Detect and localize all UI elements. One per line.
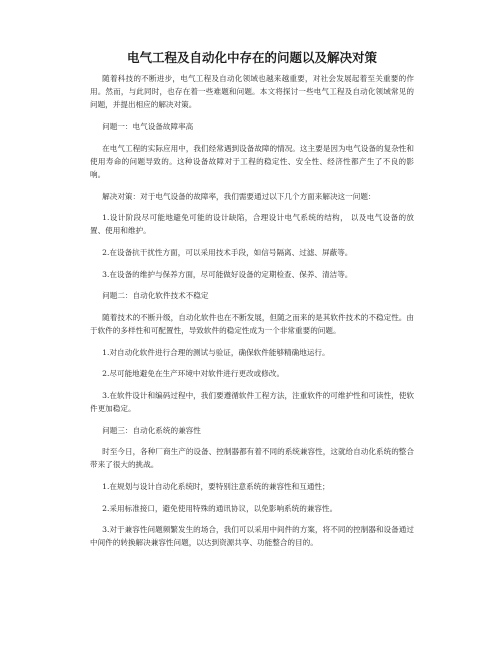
list-item: 3.对于兼容性问题频繁发生的场合，我们可以采用中间件的方案，将不同的控制器和设备通过中间件的转换解决兼容性问题，以达到资源共享、功能整合的目的。 <box>90 525 414 548</box>
solution-paragraph: 解决对策：对于电气设备的故障率，我们需要通过以下几个方面来解决这一问题： <box>102 191 376 201</box>
section-1 <box>90 120 414 281</box>
list-item: 3.在软件设计和编码过程中，我们要遵循软件工程方法，注重软件的可维护性和可读性，使软件更加稳定。 <box>90 390 414 413</box>
document-page <box>90 50 414 558</box>
section-2 <box>90 289 414 415</box>
intro-paragraph: 随着科技的不断进步，电气工程及自动化领域也越来越重要，对社会发展起着至关重要的作用。然而，与此同时，也存在着一些难题和问题。本文将探讨一些电气工程及自动化领域常见的问题，并提出相应的解决对策。 <box>90 74 414 110</box>
section-heading: 问题二：自动化软件技术不稳定 <box>102 291 209 301</box>
document-title: 电气工程及自动化中存在的问题以及解决对策 <box>126 50 377 65</box>
section-heading: 问题三：自动化系统的兼容性 <box>102 425 201 435</box>
body-paragraph: 随着技术的不断升级，自动化软件也在不断发展，但随之而来的是其软件技术的不稳定性。由于软件的多样性和可配置性，导致软件的稳定性成为一个非常重要的问题。 <box>90 312 414 335</box>
list-item: 1.设计阶段尽可能地避免可能的设计缺陷，合理设计电气系统的结构， 以及电气设备的放置、使用和维护。 <box>90 213 414 236</box>
list-item: 3.在设备的维护与保养方面，尽可能做好设备的定期检查、保养、清洁等。 <box>102 269 353 279</box>
list-item: 2.在设备抗干扰性方面，可以采用技术手段，如信号隔离、过滤、屏蔽等。 <box>102 247 353 257</box>
body-paragraph: 在电气工程的实际应用中，我们经常遇到设备故障的情况。这主要是因为电气设备的复杂性和使用寿命的问题导致的。这种设备故障对于工程的稳定性、安全性、经济性都产生了不良的影响。 <box>90 143 414 179</box>
list-item: 2.尽可能地避免在生产环境中对软件进行更改或修改。 <box>102 369 285 379</box>
body-paragraph: 时至今日，各种厂商生产的设备、控制器都有着不同的系统兼容性，这就给自动化系统的整合带来了很大的挑战。 <box>90 447 414 470</box>
list-item: 1.在规划与设计自动化系统时，要特别注意系统的兼容性和互通性； <box>102 481 330 491</box>
list-item: 2.采用标准接口，避免使用特殊的通讯协议，以免影响系统的兼容性。 <box>102 503 338 513</box>
section-3 <box>90 424 414 550</box>
list-item: 1.对自动化软件进行合理的测试与验证，确保软件能够精确地运行。 <box>102 347 330 357</box>
section-heading: 问题一：电气设备故障率高 <box>102 122 194 131</box>
